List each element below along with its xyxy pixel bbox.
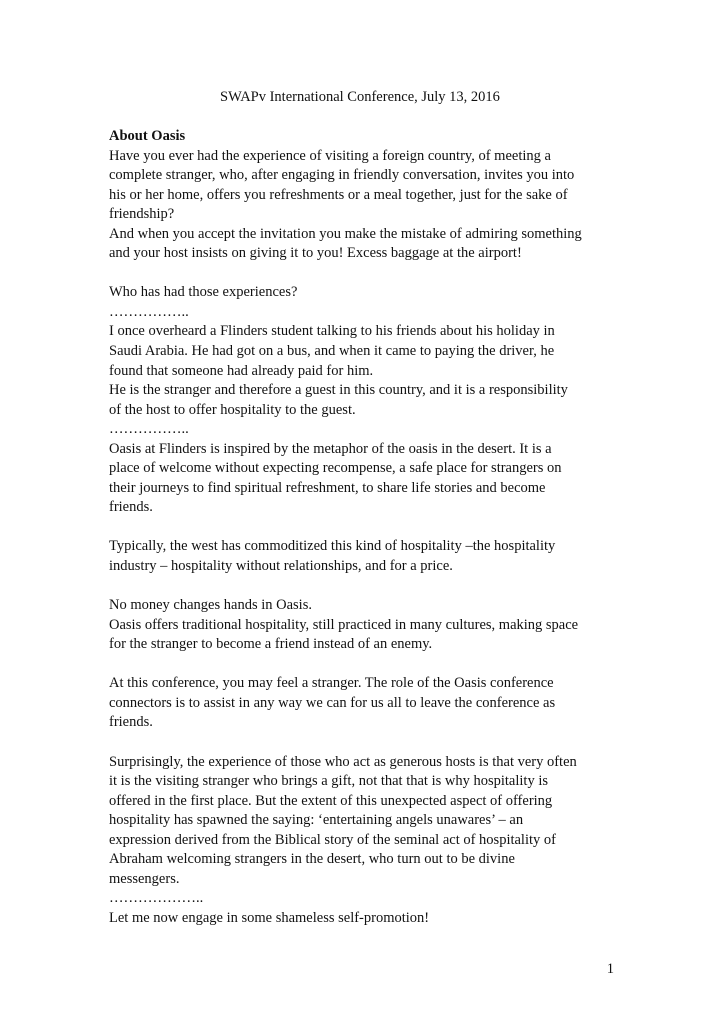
- text-line: and your host insists on giving it to you! Excess baggage at the airport!: [109, 245, 522, 262]
- text-line: And when you accept the invitation you make the mistake of admiring something: [109, 225, 582, 242]
- text-line: friends.: [109, 714, 153, 731]
- blank-line: [109, 264, 614, 284]
- text-line: complete stranger, who, after engaging in friendly conversation, invites you into: [109, 167, 575, 184]
- text-line: of the host to offer hospitality to the guest.: [109, 401, 356, 418]
- text-line: At this conference, you may feel a stranger. The role of the Oasis conference: [109, 675, 554, 692]
- text-line: messengers.: [109, 870, 180, 887]
- text-line: Surprisingly, the experience of those who act as generous hosts is that very often: [109, 753, 577, 770]
- text-line: ……………..: [109, 303, 189, 320]
- section-heading: About Oasis: [109, 128, 186, 144]
- text-line: hospitality has spawned the saying: ‘entertaining angels unawares’ – an: [109, 812, 524, 829]
- text-line: Abraham welcoming strangers in the desert, who turn out to be divine: [109, 851, 515, 868]
- text-line: expression derived from the Biblical story of the seminal act of hospitality of: [109, 831, 556, 848]
- text-line: found that someone had already paid for him.: [109, 362, 374, 379]
- text-line: friends.: [109, 499, 153, 516]
- blank-line: [109, 577, 614, 597]
- text-line: their journeys to find spiritual refreshment, to share life stories and become: [109, 479, 546, 496]
- text-line: place of welcome without expecting recompense, a safe place for strangers on: [109, 460, 562, 477]
- text-line: Saudi Arabia. He had got on a bus, and when it came to paying the driver, he: [109, 343, 555, 360]
- text-line: Let me now engage in some shameless self-promotion!: [109, 909, 430, 926]
- text-line: He is the stranger and therefore a guest in this country, and it is a responsibility: [109, 382, 568, 399]
- text-line: Who has had those experiences?: [109, 284, 298, 301]
- text-line: Have you ever had the experience of visiting a foreign country, of meeting a: [109, 147, 551, 164]
- page-number: 1: [606, 961, 614, 977]
- text-line: offered in the first place. But the extent of this unexpected aspect of offering: [109, 792, 553, 809]
- text-line: Typically, the west has commoditized this kind of hospitality –the hospitality: [109, 538, 556, 555]
- text-line: Oasis at Flinders is inspired by the metaphor of the oasis in the desert. It is a: [109, 440, 552, 457]
- text-line: ………………..: [109, 890, 204, 907]
- text-line: it is the visiting stranger who brings a gift, not that that is why hospitality is: [109, 773, 548, 790]
- text-line: friendship?: [109, 206, 175, 223]
- document-body: [109, 127, 614, 928]
- blank-line: [109, 655, 614, 675]
- blank-line: [109, 733, 614, 753]
- text-line: I once overheard a Flinders student talking to his friends about his holiday in: [109, 323, 555, 340]
- text-line: Oasis offers traditional hospitality, still practiced in many cultures, making space: [109, 616, 579, 633]
- text-line: ……………..: [109, 421, 189, 438]
- text-line: connectors is to assist in any way we can for us all to leave the conference as: [109, 694, 556, 711]
- document-title: SWAPv International Conference, July 13, 2016: [220, 89, 500, 105]
- blank-line: [109, 518, 614, 538]
- text-line: his or her home, offers you refreshments or a meal together, just for the sake of: [109, 186, 568, 203]
- text-line: for the stranger to become a friend instead of an enemy.: [109, 636, 433, 653]
- text-line: industry – hospitality without relationships, and for a price.: [109, 558, 453, 575]
- text-line: No money changes hands in Oasis.: [109, 597, 312, 614]
- body-paragraphs: [109, 147, 614, 929]
